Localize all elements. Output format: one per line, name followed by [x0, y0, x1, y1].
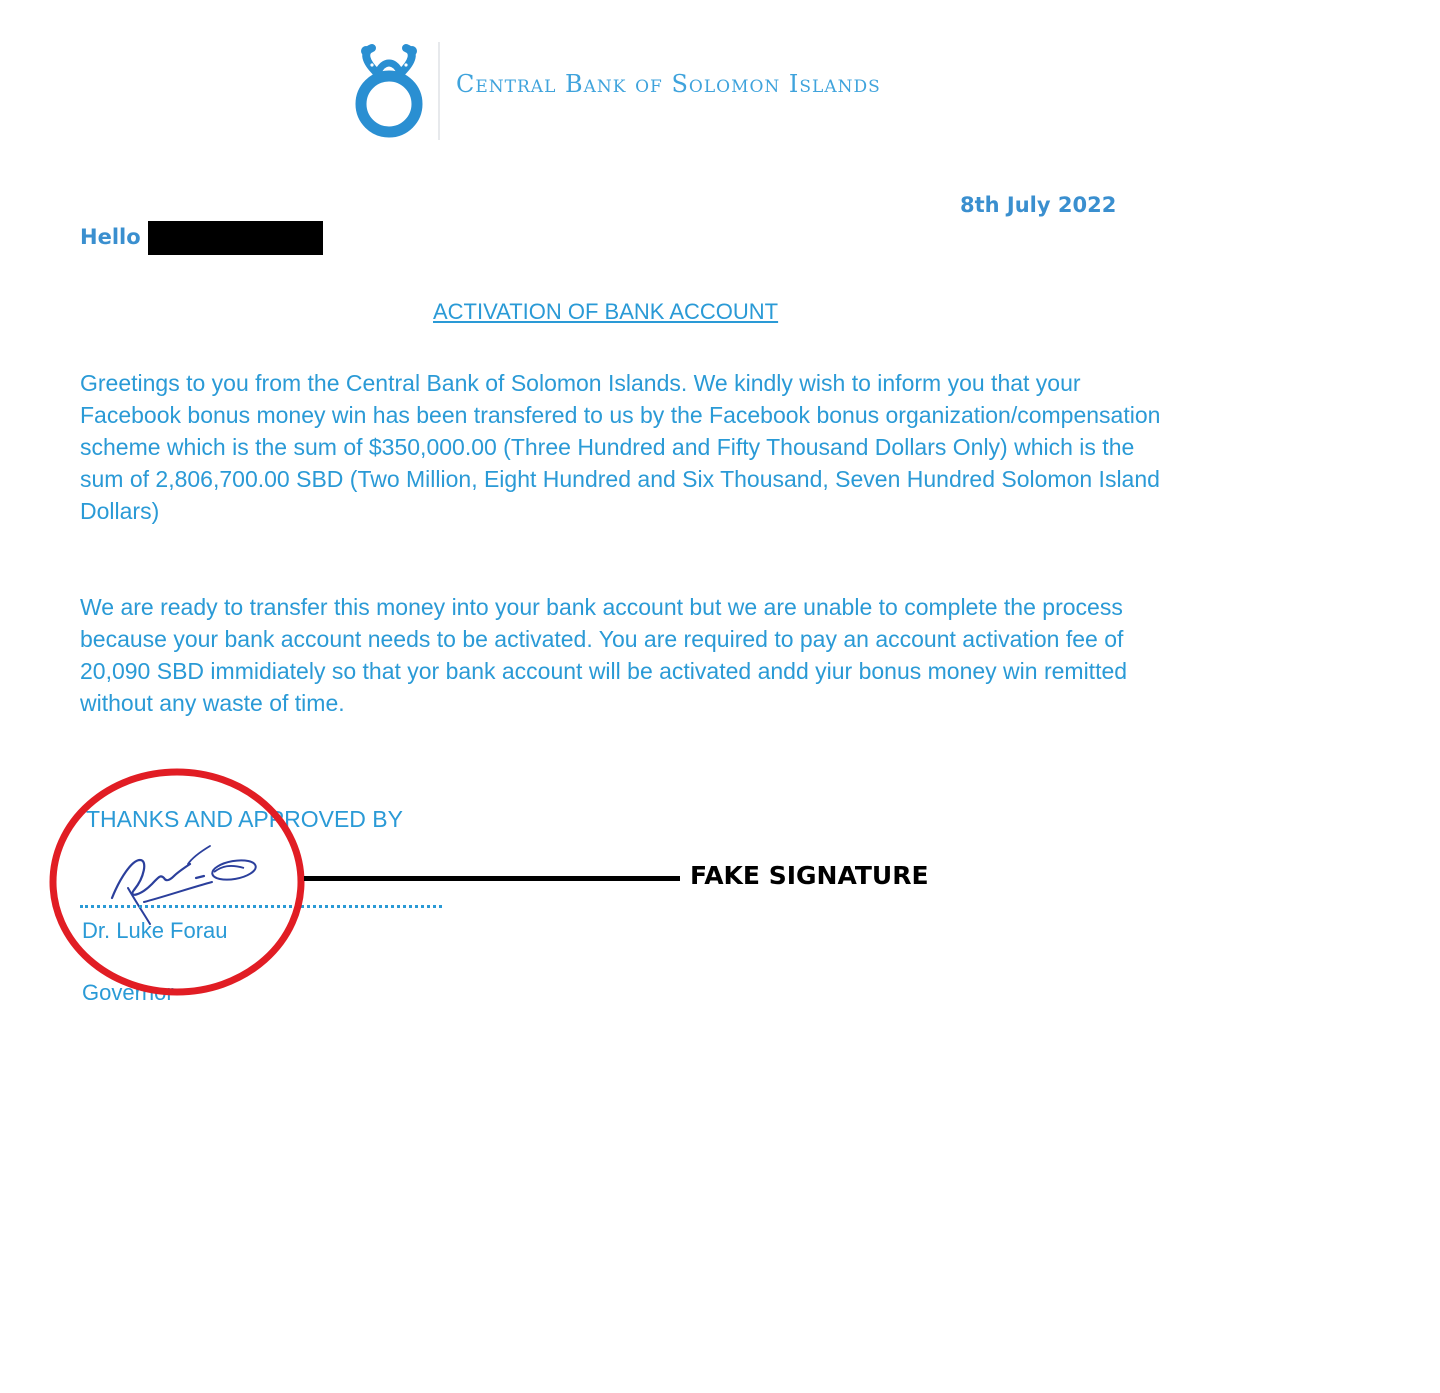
- letterhead-divider: [438, 42, 440, 140]
- body-paragraph: Greetings to you from the Central Bank of Solomon Islands. We kindly wish to inform you that your Facebook bonus money win has been transfered to us by the Facebook bonus organization/compensation scheme which is the sum of $350,000.00 (Three Hundred and Fifty Thousand Dollars Only) which is the sum of 2,806,700.00 SBD (Two Million, Eight Hundred and Six Thousand, Seven Hundred Solomon Island Dollars): [80, 370, 1161, 524]
- body-paragraph: We are ready to transfer this money into your bank account but we are unable to complete the process because your bank account needs to be activated. You are required to pay an account activation fee of 20,090 SBD immidiately so that yor bank account will be activated andd yiur bonus money win remitted without any waste of time.: [80, 594, 1128, 716]
- greeting: Hello: [80, 225, 141, 249]
- redaction-bar: [148, 221, 323, 255]
- bank-logo-icon: [352, 42, 426, 140]
- annotation-pointer-line: [304, 876, 680, 881]
- signatory-title: Governor: [82, 980, 174, 1005]
- signatory-name: Dr. Luke Forau: [82, 918, 228, 943]
- annotation-label: FAKE SIGNATURE: [690, 861, 929, 890]
- bank-name: Central Bank of Solomon Islands: [456, 70, 881, 98]
- letter-date: 8th July 2022: [960, 193, 1117, 217]
- annotation-circle: [46, 766, 308, 998]
- letter-subject: ACTIVATION OF BANK ACCOUNT: [433, 299, 779, 324]
- closing-line: THANKS AND APPROVED BY: [86, 806, 403, 832]
